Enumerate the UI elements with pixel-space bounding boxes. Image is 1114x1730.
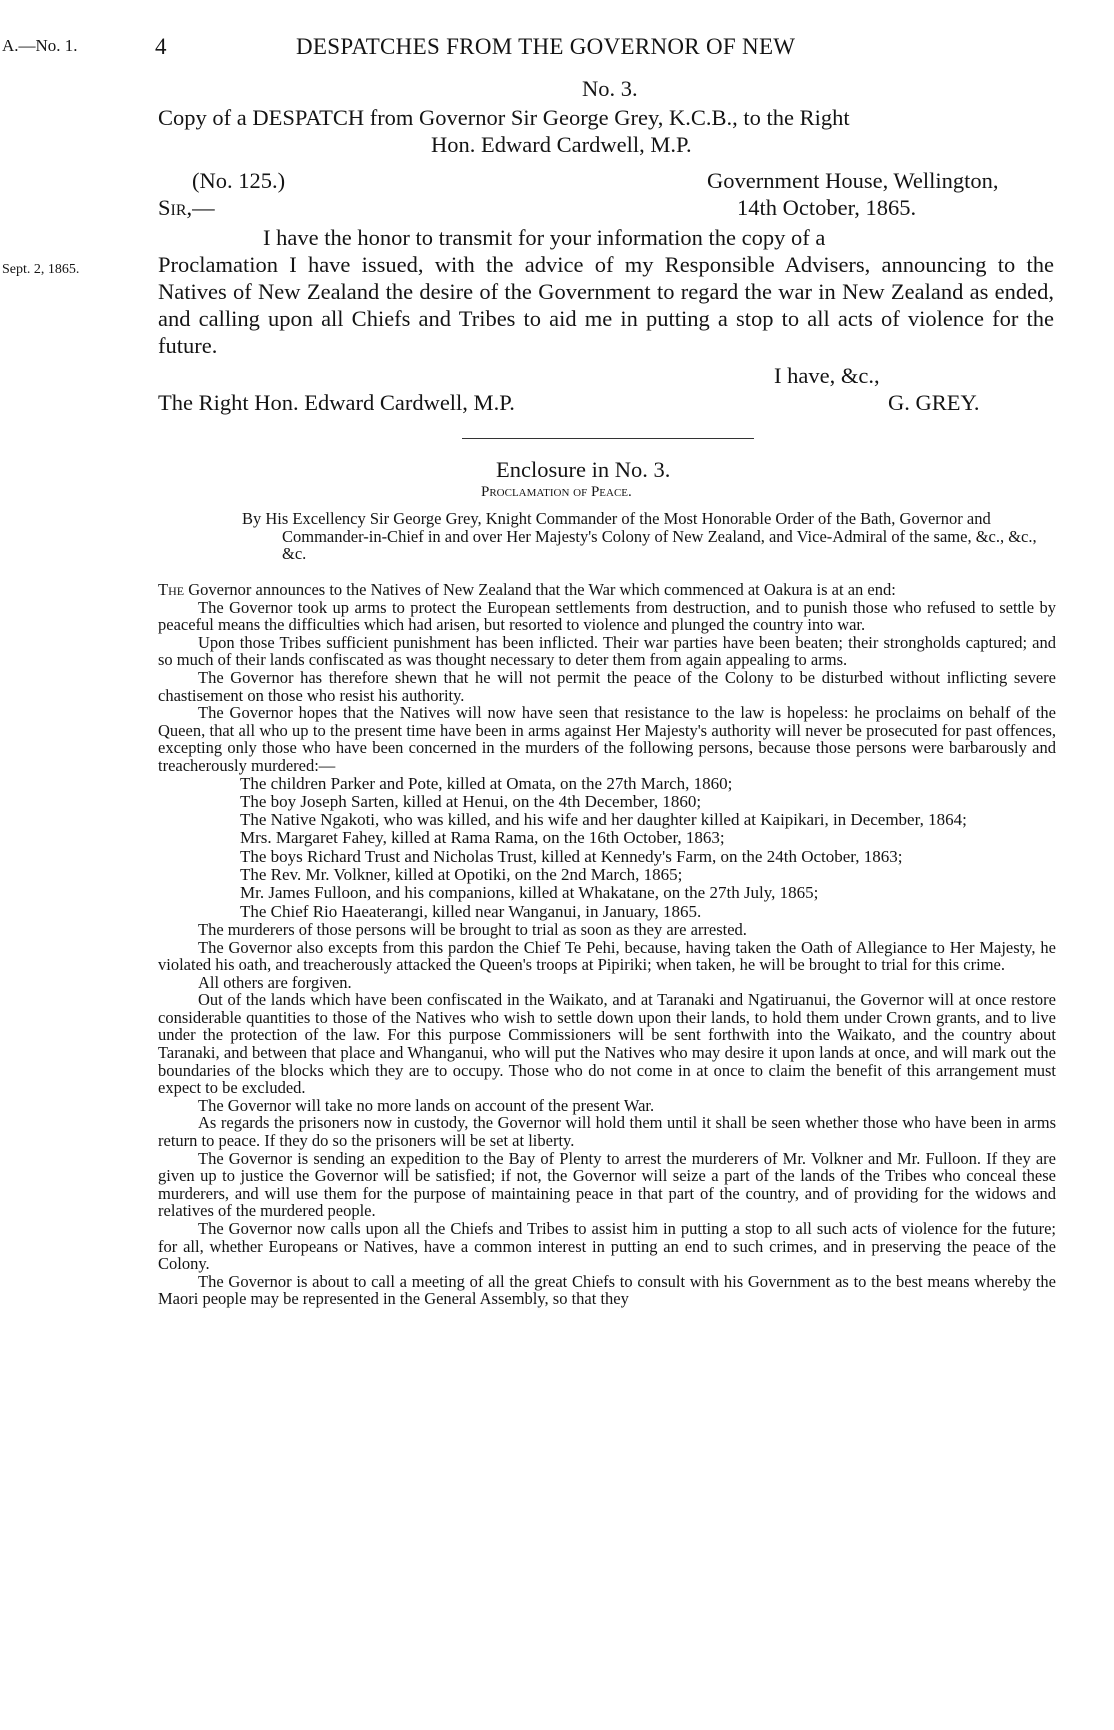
victim-item: Mrs. Margaret Fahey, killed at Rama Rama, on the 16th October, 1863; bbox=[240, 828, 725, 848]
victim-item: The Rev. Mr. Volkner, killed at Opotiki, on the 2nd March, 1865; bbox=[240, 865, 683, 885]
enclosure-title: Enclosure in No. 3. bbox=[496, 457, 671, 482]
victims-list bbox=[240, 775, 1056, 921]
proclamation-paragraph: The Governor took up arms to protect the European settlements from destruction, and to punish those who refused to settle by peaceful means the difficulties which had arisen, but resorted to violence and plunged the country into war. bbox=[158, 597, 1056, 635]
despatch-heading-line1: Copy of a DESPATCH from Governor Sir George Grey, K.C.B., to the Right bbox=[158, 105, 850, 130]
margin-date-note: Sept. 2, 1865. bbox=[2, 262, 80, 277]
victim-item: Mr. James Fulloon, and his companions, killed at Whakatane, on the 27th July, 1865; bbox=[240, 883, 819, 903]
despatch-body-text: Proclamation I have issued, with the advice of my Responsible Advisers, announcing to the Natives of New Zealand the desire of the Government to regard the war in New Zealand as ended, and calling upon all Chiefs and Tribes to aid me in putting a stop to all acts of violence for the future. bbox=[158, 252, 1054, 358]
proclamation-paragraph: The Governor also excepts from this pardon the Chief Te Pehi, because, having taken the Oath of Allegiance to Her Majesty, he violated his oath, and treacherously attacked the Queen's troops at Pipiriki; when taken, he will be brought to trial for this crime. bbox=[158, 937, 1056, 975]
despatch-reference-number: (No. 125.) bbox=[192, 168, 286, 193]
victim-item: The children Parker and Pote, killed at Omata, on the 27th March, 1860; bbox=[240, 773, 733, 793]
proclamation-intro-text: Governor announces to the Natives of New Zealand that the War which commenced at Oakura is at an end: bbox=[184, 580, 896, 599]
despatch-body bbox=[158, 224, 1054, 359]
despatch-salutation: Sir,— bbox=[158, 195, 215, 220]
proclamation-paragraph: As regards the prisoners now in custody, the Governor will hold them until it shall be seen whether those who have been in arms return to peace. If they do so the prisoners will be set at liberty. bbox=[158, 1113, 1056, 1151]
proclamation-paragraph: The Governor now calls upon all the Chiefs and Tribes to assist him in putting a stop to all such acts of violence for the future; for all, whether Europeans or Natives, have a common interest in putting an end to such crimes, and in preserving the peace of the Colony. bbox=[158, 1219, 1056, 1274]
proclamation-paragraph: The murderers of those persons will be brought to trial as soon as they are arrested. bbox=[198, 919, 747, 939]
despatch-body-first-line: I have the honor to transmit for your information the copy of a bbox=[263, 225, 826, 250]
section-divider bbox=[462, 438, 754, 439]
proclamation-paragraph: The Governor will take no more lands on account of the present War. bbox=[198, 1095, 655, 1115]
despatch-date: 14th October, 1865. bbox=[737, 195, 917, 220]
enclosure-subtitle: Proclamation of Peace. bbox=[481, 484, 632, 500]
despatch-number: No. 3. bbox=[582, 76, 638, 101]
despatch-heading-line2: Hon. Edward Cardwell, M.P. bbox=[431, 132, 692, 157]
proclamation-paragraph: The Governor is about to call a meeting of all the great Chiefs to consult with his Government as to the best means whereby the Maori people may be represented in the General Assembly, so that they bbox=[158, 1271, 1056, 1309]
proclamation-preamble: By His Excellency Sir George Grey, Knight Commander of the Most Honorable Order of the Bath, Governor and Commander-in-Chief in and over Her Majesty's Colony of New Zealand, and Vice-Admiral of the same, &c., &c., &c. bbox=[242, 509, 1037, 564]
proclamation-intro bbox=[158, 581, 1056, 599]
proclamation-paragraph: The Governor hopes that the Natives will now have seen that resistance to the law is hopeless: he proclaims on behalf of the Queen, that all who up to the present time have been in arms against Her Majesty's authority will never be prosecuted for past offences, excepting only those who have been concerned in the murders of the following persons, because those persons were barbarously and treacherously murdered:— bbox=[158, 703, 1056, 775]
victims-list-wrapper bbox=[158, 775, 1056, 921]
running-title: DESPATCHES FROM THE GOVERNOR OF NEW bbox=[296, 34, 796, 59]
victim-item: The boy Joseph Sarten, killed at Henui, on the 4th December, 1860; bbox=[240, 791, 702, 811]
page-number: 4 bbox=[155, 34, 167, 59]
proclamation-paragraph: Out of the lands which have been confiscated in the Waikato, and at Taranaki and Ngatiruanui, the Governor will at once restore considerable quantities to those of the Natives who wish to settle down upon their lands, to hold them under Crown grants, and to live under the protection of the law. For this purpose Commissioners will be sent forthwith into the Waikato, and the country about Taranaki, and between that place and Whanganui, who will put the Natives who may desire it upon lands at once, and will mark out the boundaries of the blocks which they are to occupy. Those who do not come in at once to claim the benefit of this arrangement must expect to be excluded. bbox=[158, 990, 1056, 1098]
proclamation-body bbox=[158, 581, 1056, 1308]
despatch-closing: I have, &c., bbox=[774, 363, 880, 388]
despatch-addressee: The Right Hon. Edward Cardwell, M.P. bbox=[158, 390, 515, 415]
proclamation-intro-lead: The bbox=[158, 580, 185, 599]
victim-item: The boys Richard Trust and Nicholas Trust, killed at Kennedy's Farm, on the 24th October, 1863; bbox=[240, 846, 903, 866]
despatch-signature: G. GREY. bbox=[888, 390, 980, 415]
proclamation-paragraph: Upon those Tribes sufficient punishment has been inflicted. Their war parties have been beaten; their strongholds captured; and so much of their lands confiscated as was thought necessary to deter them from again appealing to arms. bbox=[158, 632, 1056, 670]
despatch-place: Government House, Wellington, bbox=[707, 168, 999, 193]
proclamation-paragraph: All others are forgiven. bbox=[198, 972, 352, 992]
proclamation-paragraph: The Governor is sending an expedition to the Bay of Plenty to arrest the murderers of Mr. Volkner and Mr. Fulloon. If they are given up to justice the Governor will be satisfied; if not, the Governor will seize a part of the lands of the Tribes who conceal these murderers, and will use them for the purpose of maintaining peace in that part of the country, and of providing for the widows and relatives of the murdered people. bbox=[158, 1148, 1056, 1221]
proclamation-paragraph: The Governor has therefore shewn that he will not permit the peace of the Colony to be disturbed without inflicting severe chastisement on those who resist his authority. bbox=[158, 667, 1056, 705]
victim-item: The Native Ngakoti, who was killed, and his wife and her daughter killed at Kaipikari, in December, 1864; bbox=[240, 810, 967, 830]
victim-item: The Chief Rio Haeaterangi, killed near Wanganui, in January, 1865. bbox=[240, 901, 702, 921]
series-code: A.—No. 1. bbox=[2, 36, 78, 55]
